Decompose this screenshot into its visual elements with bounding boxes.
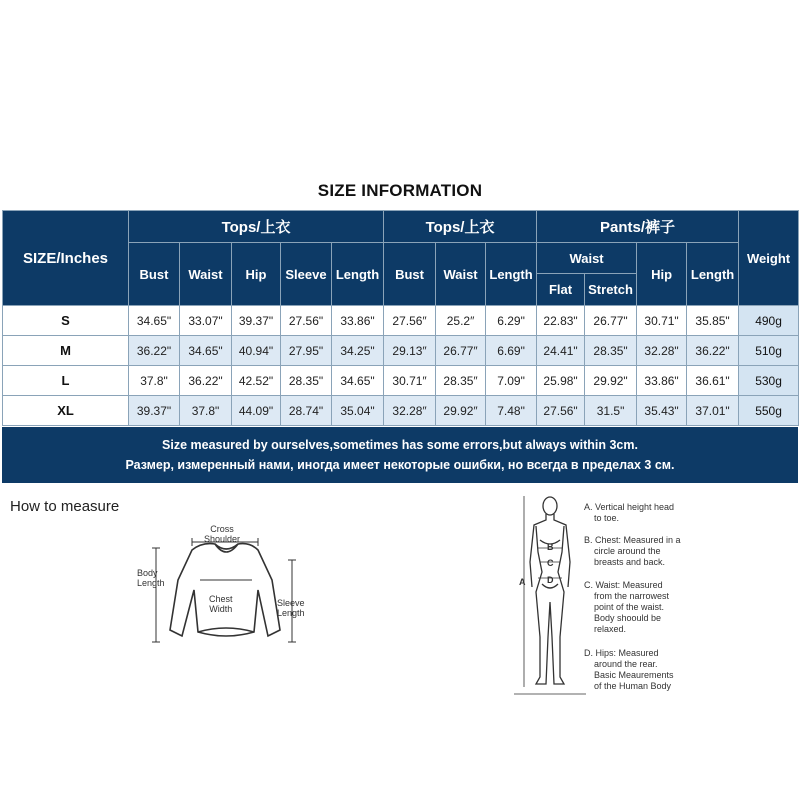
letter-a: A — [519, 577, 526, 587]
table-row — [3, 306, 799, 336]
col-waist-2: Waist — [436, 243, 486, 306]
table-cell: 27.95" — [281, 336, 332, 366]
table-cell: 39.37" — [232, 306, 281, 336]
width-label: Width — [209, 604, 233, 614]
table-cell: 42.52" — [232, 366, 281, 396]
table-cell: 26.77" — [585, 306, 637, 336]
table-cell: 33.86" — [637, 366, 687, 396]
table-cell: 32.28" — [637, 336, 687, 366]
table-cell: 26.77″ — [436, 336, 486, 366]
size-label: M — [3, 336, 129, 366]
table-cell: 29.92″ — [436, 396, 486, 426]
table-cell: 32.28″ — [384, 396, 436, 426]
notice-english: Size measured by ourselves,sometimes has some errors,but always within 3cm. — [162, 438, 638, 452]
size-table — [2, 210, 799, 426]
table-cell: 6.29" — [486, 306, 537, 336]
annotation-d — [584, 648, 674, 692]
size-label: S — [3, 306, 129, 336]
weight-header: Weight — [739, 211, 799, 306]
body-figure-diagram — [510, 492, 590, 702]
annotation-b-line: B. Chest: Measured in a — [584, 535, 681, 545]
table-cell: 25.2″ — [436, 306, 486, 336]
table-cell: 34.25" — [332, 336, 384, 366]
table-row — [3, 396, 799, 426]
table-cell: 36.22" — [180, 366, 232, 396]
table-cell: 30.71" — [637, 306, 687, 336]
weight-cell: 510g — [739, 336, 799, 366]
body-length-label — [137, 568, 165, 588]
page-title: SIZE INFORMATION — [317, 181, 483, 200]
table-cell: 28.35" — [585, 336, 637, 366]
annotation-c-line: point of the waist. — [594, 602, 665, 612]
annotation-d-line: Basic Meaurements — [594, 670, 674, 680]
how-to-measure-heading: How to measure — [10, 498, 120, 515]
annotation-b-line: circle around the — [594, 546, 661, 556]
table-cell: 22.83" — [537, 306, 585, 336]
cross-shoulder-label — [204, 524, 240, 544]
table-cell: 30.71″ — [384, 366, 436, 396]
table-cell: 27.56" — [281, 306, 332, 336]
table-cell: 34.65" — [129, 306, 180, 336]
table-cell: 27.56″ — [384, 306, 436, 336]
annotation-d-line: of the Human Body — [594, 681, 672, 691]
table-cell: 31.5" — [585, 396, 637, 426]
annotation-c-line: relaxed. — [594, 624, 627, 634]
table-cell: 35.85" — [687, 306, 739, 336]
sleeve-label: Sleeve — [277, 598, 305, 608]
annotation-a — [584, 502, 674, 524]
table-cell: 27.56" — [537, 396, 585, 426]
col-length-1: Length — [332, 243, 384, 306]
body-length-word: Length — [137, 578, 165, 588]
table-cell: 29.92" — [585, 366, 637, 396]
table-row — [3, 366, 799, 396]
measurement-notice — [2, 427, 798, 483]
annotation-b-line: breasts and back. — [594, 557, 666, 567]
annotation-c-line: Body shoould be — [594, 613, 662, 623]
table-cell: 6.69" — [486, 336, 537, 366]
table-cell: 33.07" — [180, 306, 232, 336]
annotation-c — [584, 580, 669, 635]
col-pants-stretch: Stretch — [585, 274, 637, 306]
table-cell: 28.74" — [281, 396, 332, 426]
col-waist-1: Waist — [180, 243, 232, 306]
table-cell: 34.65" — [332, 366, 384, 396]
group-pants: Pants/裤子 — [537, 211, 739, 243]
table-row — [3, 336, 799, 366]
col-pants-hip: Hip — [637, 243, 687, 306]
table-cell: 7.09" — [486, 366, 537, 396]
table-cell: 34.65" — [180, 336, 232, 366]
table-cell: 44.09" — [232, 396, 281, 426]
table-cell: 35.04" — [332, 396, 384, 426]
col-pants-length: Length — [687, 243, 739, 306]
table-cell: 28.35″ — [436, 366, 486, 396]
cross-label: Cross — [210, 524, 234, 534]
table-cell: 35.43" — [637, 396, 687, 426]
chest-label: Chest — [209, 594, 233, 604]
group-tops-1: Tops/上衣 — [129, 211, 384, 243]
annotation-c-line: C. Waist: Measured — [584, 580, 663, 590]
body-label: Body — [137, 568, 158, 578]
letter-c: C — [547, 558, 554, 568]
sleeve-length-label — [277, 598, 305, 618]
letter-b: B — [547, 542, 554, 552]
size-header: SIZE/Inches — [3, 211, 129, 306]
table-cell: 24.41" — [537, 336, 585, 366]
sleeve-length-word: Length — [277, 608, 305, 618]
table-cell: 7.48" — [486, 396, 537, 426]
annotation-c-line: from the narrowest — [594, 591, 670, 601]
size-label: L — [3, 366, 129, 396]
annotation-b — [584, 535, 681, 568]
weight-cell: 550g — [739, 396, 799, 426]
chest-width-label — [209, 594, 233, 614]
shoulder-label: Shoulder — [204, 534, 241, 544]
size-label: XL — [3, 396, 129, 426]
table-cell: 29.13″ — [384, 336, 436, 366]
col-pants-waist: Waist — [537, 243, 637, 274]
col-sleeve-1: Sleeve — [281, 243, 332, 306]
table-cell: 33.86" — [332, 306, 384, 336]
table-cell: 36.22" — [129, 336, 180, 366]
col-hip-1: Hip — [232, 243, 281, 306]
table-cell: 36.61" — [687, 366, 739, 396]
annotation-a-line: to toe. — [594, 513, 620, 523]
annotation-d-line: D. Hips: Measured — [584, 648, 659, 658]
table-cell: 25.98" — [537, 366, 585, 396]
table-cell: 39.37" — [129, 396, 180, 426]
annotation-a-line: A. Vertical height head — [584, 502, 675, 512]
col-bust-1: Bust — [129, 243, 180, 306]
table-cell: 36.22" — [687, 336, 739, 366]
weight-cell: 530g — [739, 366, 799, 396]
col-pants-flat: Flat — [537, 274, 585, 306]
col-length-2: Length — [486, 243, 537, 306]
group-tops-2: Tops/上衣 — [384, 211, 537, 243]
letter-d: D — [547, 575, 554, 585]
table-cell: 28.35" — [281, 366, 332, 396]
annotation-d-line: around the rear. — [594, 659, 658, 669]
table-cell: 40.94" — [232, 336, 281, 366]
table-cell: 37.01" — [687, 396, 739, 426]
weight-cell: 490g — [739, 306, 799, 336]
table-cell: 37.8" — [180, 396, 232, 426]
notice-russian: Размер, измеренный нами, иногда имеет некоторые ошибки, но всегда в пределах 3 см. — [125, 458, 675, 472]
table-cell: 37.8" — [129, 366, 180, 396]
col-bust-2: Bust — [384, 243, 436, 306]
